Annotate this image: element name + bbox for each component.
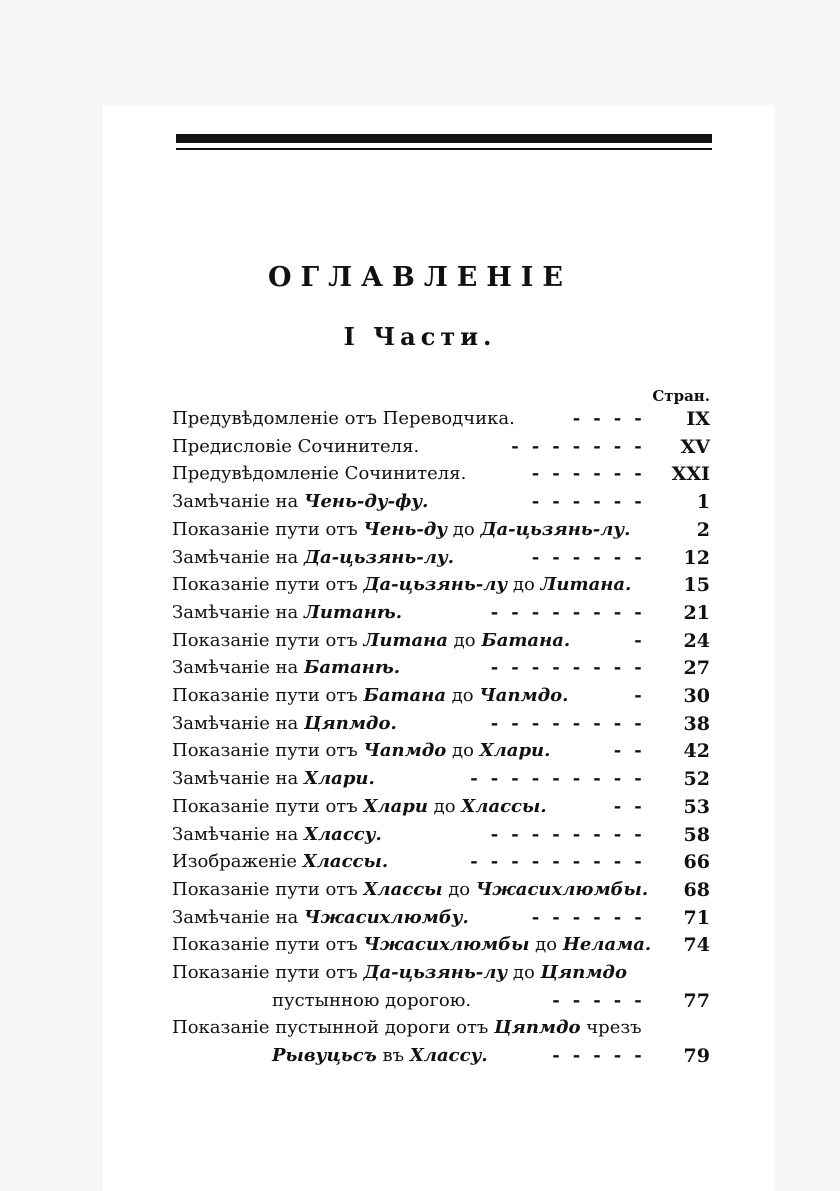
leader-dash: -	[593, 989, 601, 1011]
toc-entry[interactable]	[172, 903, 710, 933]
leader-dash: -	[593, 463, 601, 485]
leader-dash: -	[593, 435, 601, 457]
leader-dash: -	[490, 851, 499, 873]
leader-dash: -	[572, 546, 581, 568]
leader-dash: -	[531, 491, 540, 513]
toc-entry[interactable]	[172, 626, 710, 656]
leader-dash: -	[613, 712, 622, 734]
leader-dash: -	[552, 491, 560, 513]
toc-text: Показаніе пустынной дороги отъ	[172, 1017, 495, 1039]
toc-page-number: 1	[696, 491, 710, 514]
toc-page-number: 53	[683, 795, 710, 818]
leader-dash: -	[531, 657, 540, 679]
toc-text: Показаніе пути отъ	[172, 962, 364, 983]
toc-entry[interactable]	[172, 958, 710, 988]
toc-place-name: Цяпмдо.	[304, 712, 397, 734]
toc-text: Замѣчаніе на	[172, 491, 305, 513]
toc-entry-title	[172, 543, 454, 573]
toc-text: Предувѣдомленіе отъ Переводчика.	[172, 408, 515, 429]
toc-text: Показаніе пути отъ	[172, 934, 364, 956]
toc-text: Замѣчаніе на	[172, 768, 305, 790]
leader-dash: -	[511, 712, 519, 734]
leader-dash: -	[634, 712, 642, 734]
leader-dash: -	[613, 657, 622, 679]
leader-dash: -	[572, 435, 581, 457]
toc-place-name: Батанѣ.	[304, 657, 401, 679]
toc-page-number: 79	[683, 1045, 710, 1068]
toc-page-number: 66	[683, 851, 710, 874]
toc-page-number: 77	[683, 989, 710, 1012]
toc-place-name: Хлассу.	[409, 1045, 488, 1067]
toc-page-number: 38	[683, 712, 710, 735]
leader-dash: -	[572, 657, 581, 679]
leader-dash: -	[613, 601, 622, 623]
leader-dash: -	[634, 491, 642, 513]
leader-dash: -	[552, 463, 560, 485]
toc-page-number: 42	[683, 740, 710, 763]
leader-dash: -	[470, 768, 478, 790]
leader-dash: -	[634, 989, 642, 1011]
leader-dash: -	[593, 657, 601, 679]
leader-dash: -	[552, 768, 560, 790]
leader-dash: -	[552, 1045, 560, 1067]
leader-dash: -	[531, 435, 540, 457]
leader-dash: -	[593, 851, 601, 873]
toc-entry-title	[272, 1041, 488, 1071]
leader-dash: -	[613, 906, 622, 928]
leader-dash: -	[572, 463, 581, 485]
toc-entry[interactable]	[172, 764, 710, 794]
toc-text: Показаніе пути отъ	[172, 740, 364, 762]
leader-dash: -	[613, 851, 622, 873]
toc-entry-title	[172, 792, 547, 822]
toc-entry-title	[172, 736, 550, 766]
leader-dash: -	[470, 851, 478, 873]
toc-text: чрезъ	[580, 1017, 642, 1039]
leader-dash: -	[613, 463, 622, 485]
leader-dash: -	[572, 906, 581, 928]
toc-entry-title	[172, 1013, 642, 1043]
leader-dash: -	[613, 435, 622, 457]
leader-dash: -	[490, 601, 499, 623]
toc-place-name: Чапмдо.	[479, 685, 569, 706]
leader-dash: -	[490, 712, 499, 734]
toc-page-number: 30	[683, 685, 710, 707]
leader-dash: -	[531, 712, 540, 734]
leader-dash: -	[613, 491, 622, 513]
leader-dash: -	[613, 823, 622, 845]
leader-dash: -	[593, 823, 601, 845]
leader-dash: -	[634, 546, 642, 568]
leader-dash: -	[552, 712, 560, 734]
leader-dash: -	[531, 463, 540, 485]
toc-place-name: Да-цьзянь-лу	[363, 962, 508, 983]
leader-dash: -	[552, 601, 560, 623]
toc-place-name: Хлари	[363, 795, 428, 817]
toc-text: до	[507, 574, 541, 596]
toc-entry[interactable]	[172, 930, 710, 960]
toc-page-number: 52	[683, 768, 710, 791]
toc-text: до	[427, 795, 462, 817]
toc-place-name: Да-цьзянь-лу	[363, 574, 508, 596]
toc-entry[interactable]	[172, 487, 710, 517]
leader-dash: -	[634, 435, 642, 457]
leader-dash: -	[531, 768, 540, 790]
leader-dash: -	[613, 768, 622, 790]
leader-dash: -	[613, 408, 622, 429]
toc-entry-title	[172, 459, 466, 489]
leader-dash: -	[634, 685, 642, 706]
leader-dash: -	[531, 601, 540, 623]
toc-entry-title	[172, 598, 402, 628]
leader-dash: -	[511, 657, 519, 679]
leader-dash: -	[613, 989, 622, 1011]
toc-place-name: Чень-ду-фу.	[304, 491, 429, 513]
leader-dash: -	[634, 629, 642, 651]
toc-entry-title	[172, 903, 469, 933]
toc-place-name: Хлассы.	[302, 851, 389, 873]
leader-dash: -	[531, 851, 540, 873]
toc-entry-title	[172, 709, 397, 739]
toc-entry-title	[172, 653, 400, 683]
toc-place-name: Чжасихлюмбу.	[304, 906, 469, 928]
toc-entry[interactable]	[172, 1013, 710, 1043]
toc-text: до	[445, 685, 480, 706]
toc-page-number: 74	[683, 934, 710, 957]
toc-text: Замѣчаніе на	[172, 906, 305, 928]
toc-text: въ	[376, 1045, 410, 1067]
leader-dash: -	[531, 546, 540, 568]
toc-place-name: Цяпмдо	[540, 962, 627, 983]
toc-entry[interactable]	[172, 792, 710, 822]
leader-dash: -	[490, 657, 499, 679]
toc-page-number: IX	[686, 408, 710, 430]
toc-text: Замѣчаніе на	[172, 823, 305, 845]
toc-entry-title	[172, 847, 388, 877]
toc-entry-title	[172, 820, 382, 850]
toc-place-name: Батана.	[481, 629, 571, 651]
leader-dash: -	[490, 823, 499, 845]
leader-dash: -	[572, 823, 581, 845]
toc-place-name: Хлассы	[363, 878, 443, 900]
toc-entry[interactable]	[172, 404, 710, 434]
toc-page-number: 24	[683, 629, 710, 652]
leader-dash: -	[634, 823, 642, 845]
leader-dash: -	[572, 491, 581, 513]
leader-dash: -	[572, 601, 581, 623]
toc-text: Замѣчаніе на	[172, 546, 305, 568]
toc-entry-title	[172, 487, 428, 517]
toc-entry-title	[172, 404, 515, 434]
leader-dash: -	[613, 740, 622, 762]
leader-dash: -	[531, 906, 540, 928]
toc-text: Показаніе пути отъ	[172, 685, 364, 706]
toc-text: до	[447, 629, 482, 651]
leader-dash: -	[572, 768, 581, 790]
part-subtitle: I Части.	[343, 322, 497, 351]
leader-dash: -	[634, 463, 642, 485]
leader-dash: -	[634, 1045, 642, 1067]
toc-page-number: 15	[683, 574, 710, 597]
toc-page-number: 21	[683, 601, 710, 624]
toc-place-name: Хлассы.	[461, 795, 547, 817]
leader-dash: -	[552, 546, 560, 568]
toc-text: до	[447, 518, 481, 540]
toc-place-name: Хлари.	[304, 768, 375, 790]
toc-page-number: 71	[683, 906, 710, 929]
toc-text: Изображеніе	[172, 851, 303, 873]
leader-dash: -	[572, 851, 581, 873]
leader-dash: -	[634, 795, 642, 817]
leader-dash: -	[593, 408, 601, 429]
leader-dash: -	[593, 906, 601, 928]
leader-dash: -	[511, 851, 519, 873]
toc-entry[interactable]	[172, 709, 710, 739]
leader-dash: -	[613, 795, 622, 817]
toc-entry[interactable]	[172, 653, 710, 683]
leader-dash: -	[634, 740, 642, 762]
leader-dash: -	[511, 435, 519, 457]
toc-place-name: Нелама.	[562, 934, 652, 956]
toc-page-number: 12	[683, 546, 710, 569]
toc-text: Предисловіе Сочинителя.	[172, 435, 420, 457]
leader-dash: -	[511, 768, 519, 790]
leader-dash: -	[634, 408, 642, 429]
toc-page-number: 58	[683, 823, 710, 846]
toc-entry-title	[172, 515, 630, 545]
toc-entry[interactable]	[172, 1041, 710, 1071]
leader-dash: -	[613, 546, 622, 568]
toc-place-name: Рывуцьсъ	[272, 1045, 377, 1067]
toc-place-name: Да-цьзянь-лу.	[480, 518, 631, 540]
toc-place-name: Цяпмдо	[494, 1017, 581, 1039]
toc-text: Замѣчаніе на	[172, 712, 305, 734]
toc-place-name: Литана	[363, 629, 448, 651]
toc-text: Показаніе пути отъ	[172, 878, 364, 900]
leader-dash: -	[511, 601, 519, 623]
toc-place-name: Литана.	[540, 574, 632, 596]
leader-dash: -	[572, 712, 581, 734]
toc-text: пустынною дорогою.	[272, 989, 472, 1011]
toc-place-name: Батана	[363, 685, 446, 706]
toc-text: до	[507, 962, 541, 983]
leader-dash: -	[593, 601, 601, 623]
toc-entry-title	[272, 986, 471, 1016]
toc-entry[interactable]	[172, 459, 710, 489]
toc-text: до	[442, 878, 476, 900]
toc-place-name: Чапмдо	[363, 740, 447, 762]
toc-text: до	[529, 934, 563, 956]
toc-entry[interactable]	[172, 432, 710, 462]
toc-entry-title	[172, 626, 570, 656]
toc-place-name: Чжасихлюмбы.	[475, 878, 649, 900]
toc-place-name: Чень-ду	[363, 518, 448, 540]
page-title: ОГЛАВЛЕНІЕ	[267, 262, 573, 293]
toc-place-name: Чжасихлюмбы	[363, 934, 530, 956]
toc-entry[interactable]	[172, 598, 710, 628]
toc-entry-title	[172, 764, 375, 794]
toc-entry[interactable]	[172, 736, 710, 766]
toc-entry[interactable]	[172, 820, 710, 850]
toc-entry-title	[172, 681, 568, 711]
toc-text: Показаніе пути отъ	[172, 518, 364, 540]
leader-dash: -	[593, 1045, 601, 1067]
leader-dash: -	[490, 768, 499, 790]
toc-text: Показаніе пути отъ	[172, 629, 364, 651]
toc-page-number: XV	[680, 435, 710, 458]
leader-dash: -	[531, 823, 540, 845]
leader-dash: -	[613, 1045, 622, 1067]
toc-entry[interactable]	[172, 570, 710, 600]
toc-text: Показаніе пути отъ	[172, 795, 364, 817]
toc-text: до	[446, 740, 480, 762]
leader-dash: -	[511, 823, 519, 845]
toc-page-number: 68	[683, 878, 710, 901]
toc-place-name: Литанѣ.	[304, 601, 403, 623]
toc-page-number: XXI	[671, 463, 710, 486]
toc-entry[interactable]	[172, 847, 710, 877]
leader-dash: -	[552, 851, 560, 873]
page-column-label: Стран.	[652, 387, 710, 405]
leader-dash: -	[634, 768, 642, 790]
leader-dash: -	[634, 906, 642, 928]
toc-text: Замѣчаніе на	[172, 601, 305, 623]
leader-dash: -	[552, 906, 560, 928]
leader-dash: -	[634, 601, 642, 623]
leader-dash: -	[552, 989, 560, 1011]
toc-text: Показаніе пути отъ	[172, 574, 364, 596]
leader-dash: -	[634, 657, 642, 679]
toc-text: Предувѣдомленіе Сочинителя.	[172, 463, 467, 485]
toc-entry[interactable]	[172, 875, 710, 905]
toc-place-name: Хлассу.	[304, 823, 382, 845]
leader-dash: -	[593, 768, 601, 790]
toc-entry-title	[172, 432, 419, 462]
toc-entry-title	[172, 875, 648, 905]
toc-text: Замѣчаніе на	[172, 657, 305, 679]
toc-page-number: 27	[683, 657, 710, 680]
leader-dash: -	[572, 989, 581, 1011]
leader-dash: -	[552, 823, 560, 845]
toc-place-name: Да-цьзянь-лу.	[304, 546, 454, 568]
toc-entry-title	[172, 958, 627, 988]
leader-dash: -	[552, 657, 560, 679]
toc-page-number: 2	[696, 518, 710, 541]
leader-dash: -	[572, 408, 581, 429]
leader-dash: -	[593, 712, 601, 734]
leader-dash: -	[552, 435, 560, 457]
toc-entry[interactable]	[172, 515, 710, 545]
toc-place-name: Хлари.	[479, 740, 551, 762]
leader-dash: -	[593, 546, 601, 568]
toc-entry-title	[172, 570, 631, 600]
leader-dash: -	[572, 1045, 581, 1067]
toc-entry[interactable]	[172, 543, 710, 573]
leader-dash: -	[593, 491, 601, 513]
toc-entry[interactable]	[172, 986, 710, 1016]
toc-entry-title	[172, 930, 651, 960]
leader-dash: -	[634, 851, 642, 873]
toc-entry[interactable]	[172, 681, 710, 711]
